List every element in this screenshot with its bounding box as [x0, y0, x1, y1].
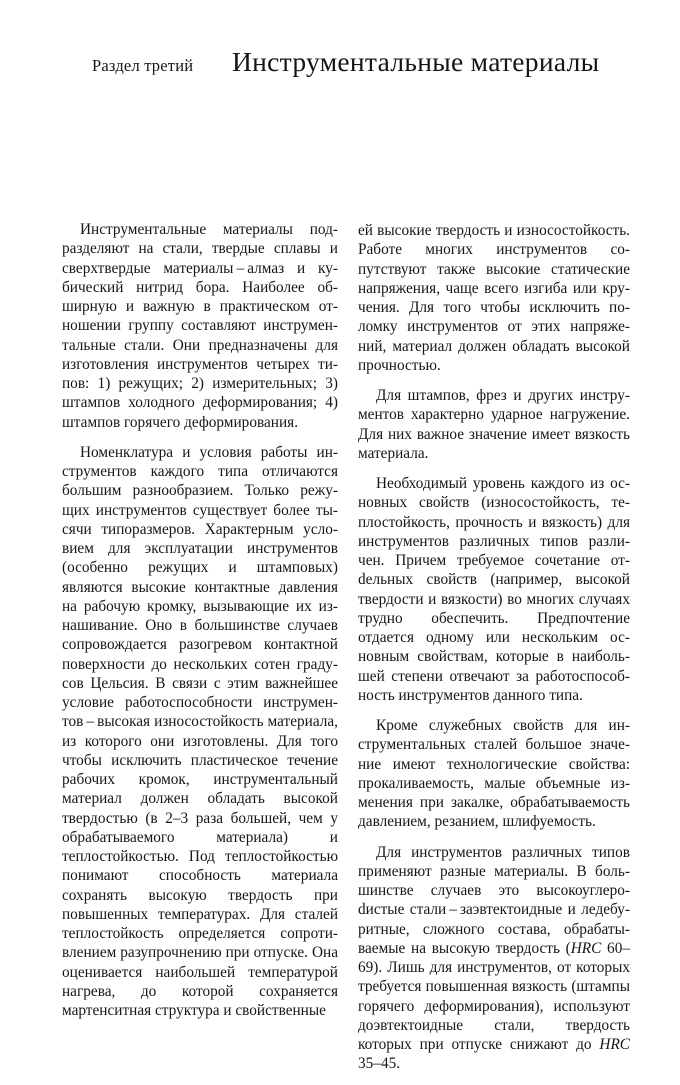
left-column: [62, 220, 338, 1031]
paragraph-material-types: [358, 843, 630, 1074]
paragraph-required-properties: Необходимый уровень каждого из основных свойств (износостойкость, теплостойкость, прочность и вязкость) для инструментов различных типов различен. Причем требуемое сочетание отdельных свойств (например, высокой твердости и вязкости) во многих случаях трудно обеспечить. Предпочтение отдается одному или нескольким основным свойствам, которые в наибольшей степени отвечают за работоспособность инструментов данного типа.: [358, 475, 630, 704]
paragraph-impact-loading: Для штампов, фрез и других инструментов характерно ударное нагружение. Для них важное значение имеет вязкость материала.: [358, 387, 630, 462]
text-segment: 60–69). Лишь для инструментов, от которых требуется повышенная вязкость (штампы горячего деформирования), используют доэвтектоидные стали, твердость которых при отпуске снижают до: [358, 939, 630, 1053]
paragraph-materials-intro: Инструментальные материалы подразделяют на стали, твердые сплавы и сверхтвердые материалы – алмаз и кубический нитрид бора. Наиболее обширную и важную в практическом отношении группу составляют инструментальные стали. Они предназначены для изготовления инструментов четырех типов: 1) режущих; 2) измерительных; 3) штампов холодного деформирования; 4) штампов горячего деформирования.: [62, 221, 338, 431]
chapter-title: Инструментальные материалы: [232, 46, 600, 77]
text-segment: 35–45.: [358, 1055, 401, 1073]
hrc-label: HRC: [570, 939, 602, 957]
paragraph-continuation: ей высокие твердость и износостойкость. Работе многих инструментов сопутствуют также высокие статические напряжения, чаще всего изгиба или кручения. Для того чтобы исключить поломку инструментов от этих напряжений, материал должен обладать высокой прочностью.: [358, 222, 630, 374]
section-label: Раздел третий: [92, 56, 194, 75]
right-column: [358, 221, 630, 1085]
hrc-label: HRC: [599, 1036, 630, 1053]
paragraph-technological-properties: Кроме служебных свойств для инструментальных сталей большое значение имеют технологические свойства: прокаливаемость, малые объемные изменения при закалке, обрабатываемость давлением, резанием, шлифуемость.: [358, 717, 630, 831]
text-segment: Для инструментов различных типов применяют разные материалы. В большинстве случаев это высокоуглероdистые стали – заэвтектоидные и ледебуритные, сложного состава, обрабатываемые на высокую твердость (: [358, 843, 630, 957]
paragraph-nomenclature: Номенклатура и условия работы инструментов каждого типа отличаются большим разнообразием. Только режущих инструментов существует более тысячи типоразмеров. Характерным условием для эксплуатации инструментов (особенно режущих и штамповых) являются высокие контактные давления на рабочую кромку, вызывающие их изнашивание. Оно в большинстве случаев сопровождается разогревом контактной поверхности до нескольких сотен градусов Цельсия. В связи с этим важнейшее условие работоспособности инструментов – высокая износостойкость материала, из которого они изготовлены. Для того чтобы исключить пластическое течение рабочих кромок, инструментальный материал должен обладать высокой твердостью (в 2–3 раза большей, чем у обрабатываемого материала) и теплостойкостью. Под теплостойкостью понимают способность материала сохранять высокую твердость при повышенных температурах. Для сталей теплостойкость определяется сопротивлением разупрочнению при отпуске. Она оценивается наибольшей температурой нагрева, до которой сохраняется мартенситная структура и свойственные: [62, 443, 338, 1019]
page-header: [0, 46, 680, 92]
